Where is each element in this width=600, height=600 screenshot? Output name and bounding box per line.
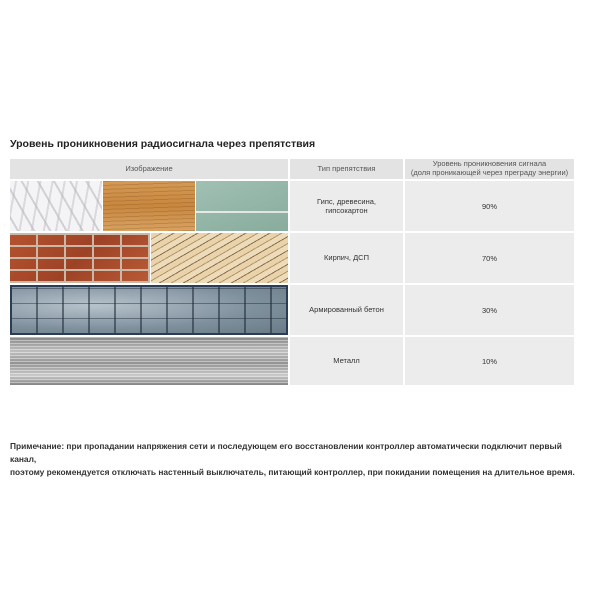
table-row: [10, 233, 574, 283]
brick-wall-image: [10, 233, 150, 283]
penetration-level: 70%: [405, 233, 574, 283]
obstacle-type: Металл: [290, 337, 403, 385]
obstacle-type-line2: гипсокартон: [325, 206, 368, 215]
table-title: Уровень проникновения радиосигнала через препятствия: [10, 138, 316, 150]
chipboard-stack-image: [151, 233, 288, 283]
row-images: [10, 285, 288, 335]
row-images: [10, 181, 288, 231]
penetration-level: 90%: [405, 181, 574, 231]
header-level: [405, 159, 574, 179]
header-image: Изображение: [10, 159, 288, 179]
brushed-metal-image: [10, 337, 288, 385]
gypsum-wave-panel-image: [10, 181, 102, 231]
footnote: [10, 440, 590, 479]
table-header: [10, 159, 574, 179]
footnote-line2: поэтому рекомендуется отключать настенный выключатель, питающий контроллер, при покидании помещения на длительное время.: [10, 467, 575, 478]
penetration-table: [10, 159, 574, 387]
header-level-line2: (доля проникающей через преграду энергии): [410, 168, 569, 177]
header-level-line1: Уровень проникновения сигнала: [432, 159, 547, 169]
header-type: Тип препятствия: [290, 159, 403, 179]
obstacle-type: [290, 181, 403, 231]
row-images: [10, 233, 288, 283]
obstacle-type: Кирпич, ДСП: [290, 233, 403, 283]
footnote-line1: Примечание: при пропадании напряжения сети и последующем его восстановлении контроллер автоматически подключит первый канал,: [10, 441, 562, 465]
wood-panel-image: [103, 181, 195, 231]
obstacle-type-line1: Гипс, древесина,: [317, 196, 376, 206]
table-row: [10, 181, 574, 231]
reinforced-concrete-image: [10, 285, 288, 335]
table-row: [10, 337, 574, 385]
table-row: [10, 285, 574, 335]
penetration-level: 30%: [405, 285, 574, 335]
row-images: [10, 337, 288, 385]
drywall-sheets-image: [196, 181, 288, 231]
obstacle-type: Армированный бетон: [290, 285, 403, 335]
penetration-level: 10%: [405, 337, 574, 385]
